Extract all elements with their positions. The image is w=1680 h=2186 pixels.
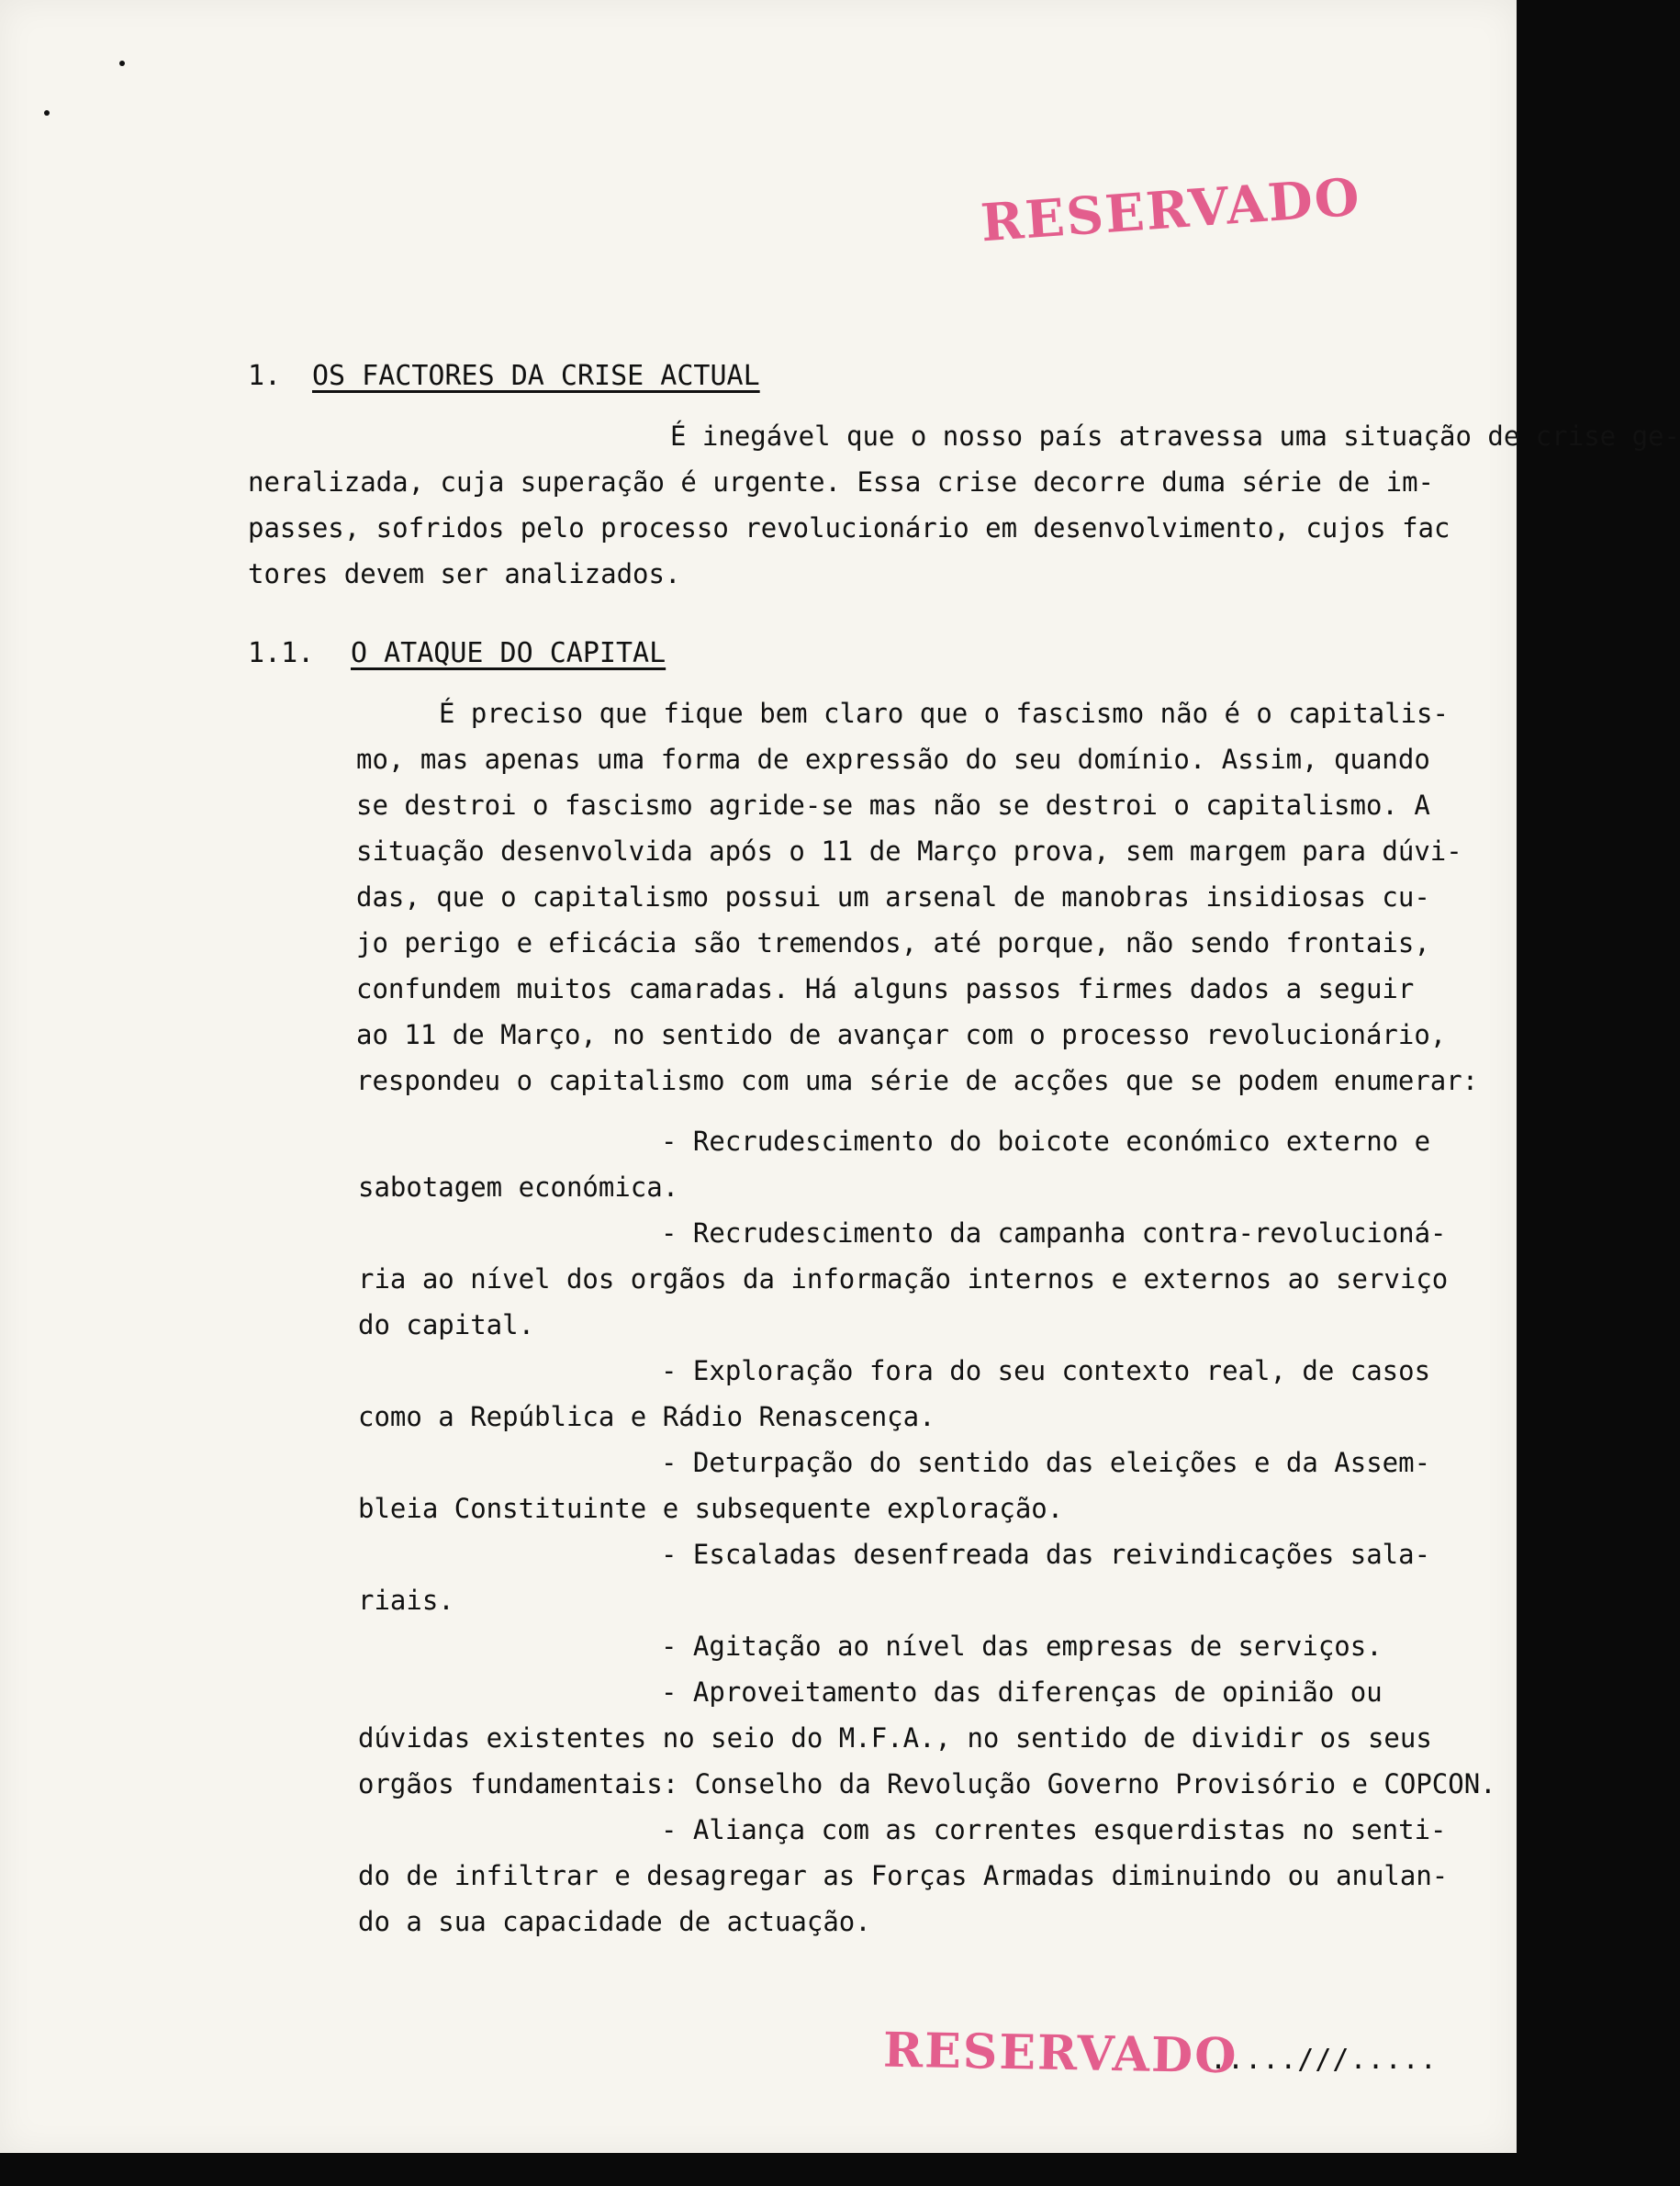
text-line: - Exploração fora do seu contexto real, de casos — [661, 1355, 1431, 1386]
text-line: - Deturpação do sentido das eleições e da Assem- — [661, 1447, 1431, 1478]
text-line: mo, mas apenas uma forma de expressão do seu domínio. Assim, quando — [356, 744, 1430, 775]
list-item — [358, 1807, 1449, 1945]
text-line: do capital. — [358, 1309, 535, 1340]
text-line: neralizada, cuja superação é urgente. Essa crise decorre duma série de im- — [248, 466, 1435, 498]
text-line: como a República e Rádio Renascença. — [358, 1401, 935, 1432]
text-line: situação desenvolvida após o 11 de Março prova, sem margem para dúvi- — [356, 835, 1462, 867]
action-list — [358, 1118, 1496, 1945]
text-line: orgãos fundamentais: Conselho da Revolução Governo Provisório e COPCON. — [358, 1768, 1496, 1799]
intro-paragraph — [248, 413, 1680, 597]
section-heading-1 — [248, 360, 760, 392]
text-line: se destroi o fascismo agride-se mas não se destroi o capitalismo. A — [356, 790, 1430, 821]
list-item — [358, 1531, 1441, 1623]
text-line: ria ao nível dos orgãos da informação internos e externos ao serviço — [358, 1263, 1449, 1295]
text-line: do a sua capacidade de actuação. — [358, 1906, 871, 1937]
reservado-stamp-top: RESERVADO — [979, 166, 1363, 254]
capital-paragraph — [356, 690, 1479, 1104]
list-item — [358, 1210, 1449, 1348]
list-item — [358, 1440, 1441, 1531]
text-line: sabotagem económica. — [358, 1171, 679, 1203]
list-item — [358, 1669, 1496, 1807]
margin-dot — [119, 61, 125, 66]
text-line: confundem muitos camaradas. Há alguns passos firmes dados a seguir — [356, 973, 1415, 1004]
text-line: - Agitação ao nível das empresas de serviços. — [661, 1631, 1383, 1662]
section-heading-1-1 — [248, 637, 666, 669]
section-number: 1. — [248, 360, 282, 392]
text-line: passes, sofridos pelo processo revolucionário em desenvolvimento, cujos fac — [248, 512, 1450, 544]
text-line: É preciso que fique bem claro que o fascismo não é o capitalis- — [439, 698, 1449, 729]
text-line: ao 11 de Março, no sentido de avançar com o processo revolucionário, — [356, 1019, 1447, 1050]
list-item — [358, 1118, 1441, 1210]
text-line: tores devem ser analizados. — [248, 558, 681, 589]
margin-dot — [44, 110, 50, 116]
text-line: - Escaladas desenfreada das reivindicações sala- — [661, 1539, 1431, 1570]
text-line: riais. — [358, 1585, 454, 1616]
section-number: 1.1. — [248, 637, 315, 669]
text-line: - Recrudescimento da campanha contra-revolucioná- — [661, 1217, 1447, 1249]
text-line: dúvidas existentes no seio do M.F.A., no sentido de dividir os seus — [358, 1722, 1432, 1754]
text-line: É inegável que o nosso país atravessa uma situação de crise ge- — [670, 420, 1680, 452]
section-title: OS FACTORES DA CRISE ACTUAL — [312, 360, 760, 392]
list-item — [358, 1348, 1441, 1440]
reservado-stamp-bottom: RESERVADO — [882, 2022, 1238, 2085]
text-line: bleia Constituinte e subsequente exploração. — [358, 1493, 1064, 1524]
text-line: jo perigo e eficácia são tremendos, até porque, não sendo frontais, — [356, 927, 1430, 958]
text-line: - Aproveitamento das diferenças de opinião ou — [661, 1676, 1383, 1708]
text-line: - Recrudescimento do boicote económico externo e — [661, 1126, 1431, 1157]
text-line: das, que o capitalismo possui um arsenal de manobras insidiosas cu- — [356, 881, 1430, 913]
text-line: respondeu o capitalismo com uma série de acções que se podem enumerar: — [356, 1065, 1479, 1096]
page-continuation-mark: .....///..... — [1210, 2044, 1438, 2076]
text-line: - Aliança com as correntes esquerdistas no senti- — [661, 1814, 1447, 1845]
text-line: do de infiltrar e desagregar as Forças Armadas diminuindo ou anulan- — [358, 1860, 1449, 1891]
list-item — [358, 1623, 1441, 1669]
section-title: O ATAQUE DO CAPITAL — [351, 637, 666, 669]
